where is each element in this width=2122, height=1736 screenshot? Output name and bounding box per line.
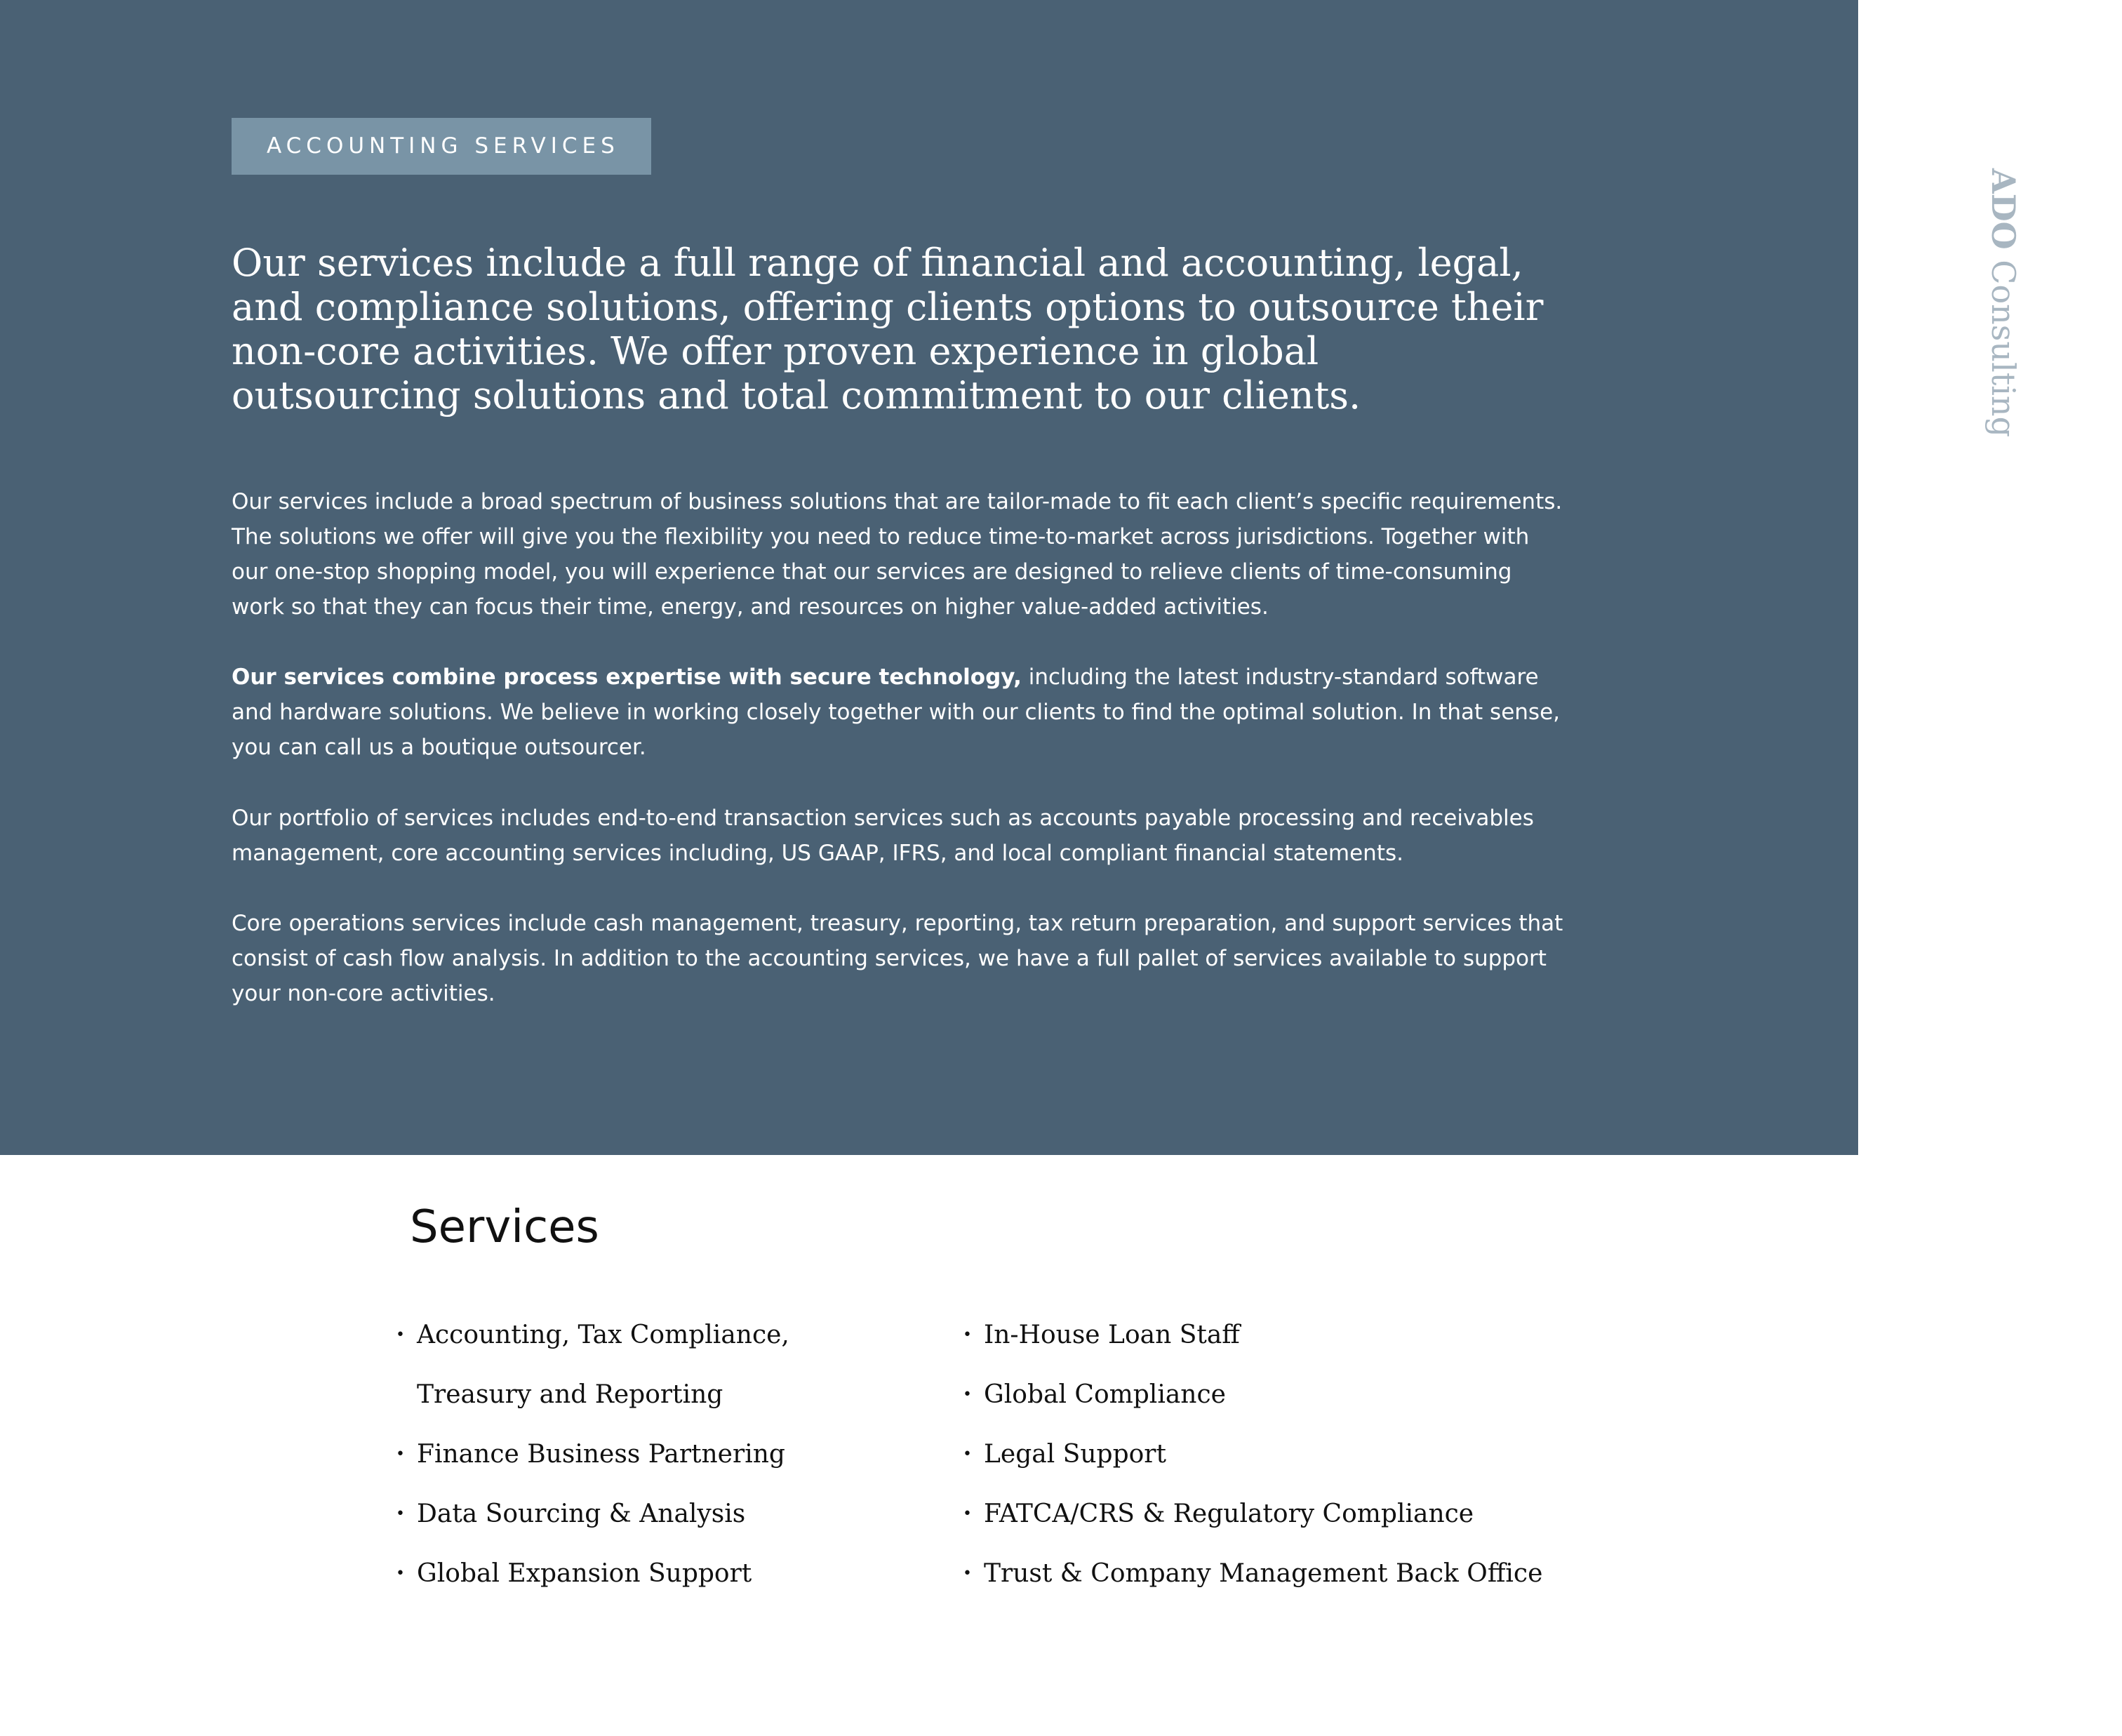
core-operations-paragraph: Core operations services include cash management, treasury, reporting, tax return preparation, and support services that consist of cash flow analysis. In addition to the accounting services, we have a full pallet of services available to support your non-core activities. [232, 911, 1563, 1006]
list-item-label: Legal Support [984, 1440, 1166, 1469]
bullet-icon: • [396, 1565, 405, 1582]
brand-wordmark-light: Consulting [1984, 249, 2022, 438]
list-item [417, 1365, 838, 1424]
section-badge: ACCOUNTING SERVICES [232, 118, 651, 175]
list-item-label: Treasury and Reporting [417, 1380, 723, 1409]
intro-paragraph: Our services include a broad spectrum of business solutions that are tailor-made to fit each client’s specific requirements. The solutions we offer will give you the flexibility you need to reduce time-to-market across jurisdictions. Together with our one-stop shopping model, you will experience that our services are designed to relieve clients of time-consuming work so that they can focus their time, energy, and resources on higher value-added activities. [232, 489, 1563, 620]
list-item [396, 1305, 838, 1365]
list-item-label: Global Expansion Support [417, 1559, 752, 1588]
list-item [396, 1424, 838, 1484]
list-item-label: Trust & Company Management Back Office [984, 1559, 1543, 1588]
list-item-label: In-House Loan Staff [984, 1321, 1240, 1349]
portfolio-paragraph: Our portfolio of services includes end-to-end transaction services such as accounts payable processing and receivables management, core accounting services including, US GAAP, IFRS, and local compliant financial statements. [232, 806, 1534, 866]
list-item-label: FATCA/CRS & Regulatory Compliance [984, 1500, 1474, 1528]
bullet-icon: • [963, 1326, 972, 1344]
technology-paragraph-text: including the latest industry-standard software and hardware solutions. We believe in working closely together with our clients to find the optimal solution. In that sense, you can call us a boutique outsourcer. [232, 665, 1560, 760]
services-list-left [396, 1305, 838, 1603]
list-item [963, 1544, 1545, 1603]
list-item [963, 1305, 1545, 1365]
technology-paragraph-highlight: Our services combine process expertise with secure technology, [232, 665, 1022, 690]
bullet-icon: • [963, 1565, 972, 1582]
lead-paragraph: Our services include a full range of financial and accounting, legal, and compliance solutions, offering clients options to outsource their non-core activities. We offer proven experience in global outsourcing solutions and total commitment to our clients. [232, 241, 1544, 418]
bullet-icon: • [963, 1386, 972, 1403]
list-item-label: Accounting, Tax Compliance, [417, 1321, 789, 1349]
technology-paragraph [232, 660, 1565, 765]
list-item-label: Finance Business Partnering [417, 1440, 785, 1469]
bullet-icon: • [396, 1505, 405, 1523]
services-list-right [963, 1305, 1545, 1603]
list-item-label: Data Sourcing & Analysis [417, 1500, 746, 1528]
services-heading: Services [410, 1201, 599, 1253]
list-item-label: Global Compliance [984, 1380, 1226, 1409]
list-item [963, 1424, 1545, 1484]
list-item [963, 1484, 1545, 1544]
bullet-icon: • [963, 1505, 972, 1523]
list-item [396, 1484, 838, 1544]
brand-wordmark-bold: ADO [1984, 168, 2022, 250]
list-item [396, 1544, 838, 1603]
list-item [963, 1365, 1545, 1424]
bullet-icon: • [963, 1445, 972, 1463]
bullet-icon: • [396, 1326, 405, 1344]
bullet-icon: • [396, 1445, 405, 1463]
brand-wordmark [1984, 168, 2022, 437]
